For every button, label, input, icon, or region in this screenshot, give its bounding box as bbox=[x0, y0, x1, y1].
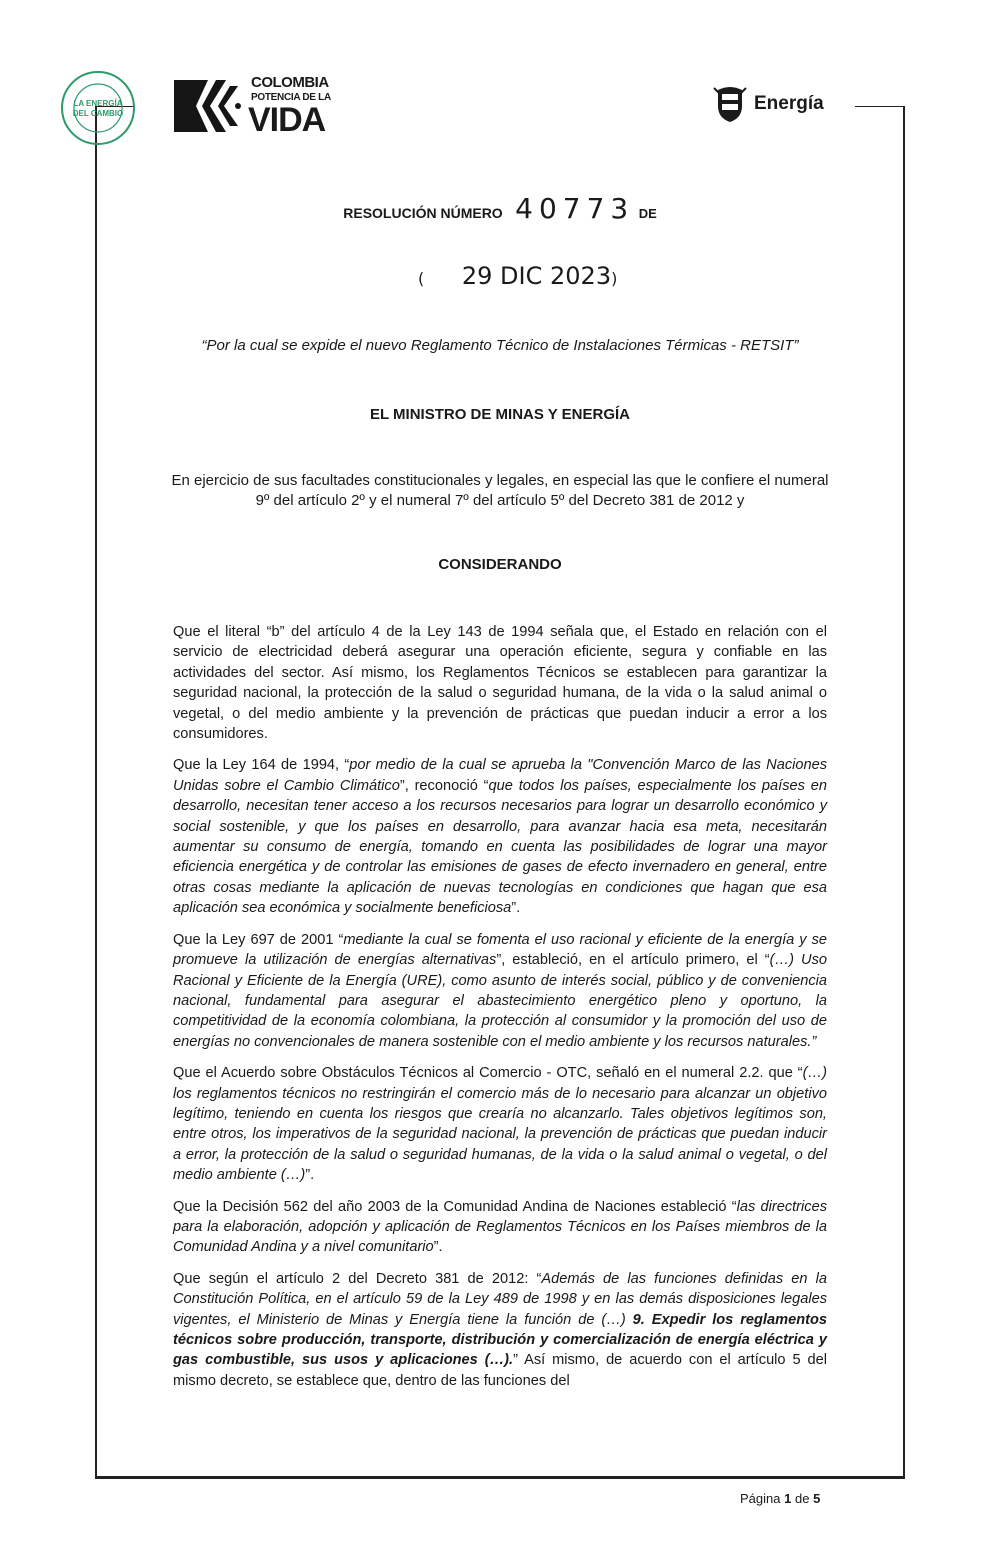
coat-of-arms-icon bbox=[712, 84, 748, 124]
p6-text-a: Que según el artículo 2 del Decreto 381 de 2012: “ bbox=[173, 1270, 542, 1287]
svg-text:DEL CAMBIO: DEL CAMBIO bbox=[72, 109, 124, 118]
p2-quote-a: por medio de la cual se aprueba la "Convención Marco de las Naciones Unidas sobre el Cambio Climático bbox=[173, 757, 828, 794]
p3-quote-b: (…) Uso Racional y Eficiente de la Energía (URE), como asunto de interés social, público y de conveniencia nacional, fundamental para asegurar el abastecimiento energético pleno y oportuno, la competitividad de la economía colombiana, la protección al consumidor y la promoción del uso de energías no convencionales de manera sostenible con el medio ambiente y los recursos naturales.” bbox=[173, 952, 828, 1050]
p5-text-b: ”. bbox=[433, 1239, 443, 1256]
logo-line-vida: VIDA bbox=[248, 101, 326, 139]
preamble-text: En ejercicio de sus facultades constitucionales y legales, en especial las que le confiere el numeral 9º del artículo 2º y el numeral 7º del artículo 5º del Decreto 381 de 2012 y bbox=[171, 472, 829, 509]
p4-quote: (…) los reglamentos técnicos no restringirán el comercio más de lo necesario para alcanzar un objetivo legítimo, teniendo en cuenta los riesgos que crearía no alcanzarlo. Tales objetivos legítimos son, entre otros, los imperativos de la seguridad nacional, la prevención de prácticas que puedan inducir a error, la protección de la salud o seguridad humanas, de la vida o la salud animal o vegetal, o del medio ambiente (…) bbox=[173, 1065, 827, 1184]
p5-text-a: Que la Decisión 562 del año 2003 de la Comunidad Andina de Naciones estableció “ bbox=[173, 1198, 737, 1215]
frame-left-line bbox=[95, 106, 97, 1478]
document-body bbox=[173, 622, 827, 1402]
p6-quote: Además de las funciones definidas en la Constitución Política, en el artículo 59 de la Ley 489 de 1998 y en las demás disposiciones legales vigentes, el Ministerio de Minas y Energía tiene la función de (…) bbox=[173, 1270, 827, 1328]
resolution-heading bbox=[0, 192, 1000, 225]
p2-quote-b: que todos los países, especialmente los países en desarrollo, necesitan tener acceso a los recursos necesarios para lograr un desarrollo económico y social sostenible, y que los países en desarrollo, para avanzar hacia esa meta, necesitarán aumentar su consumo de energía, tomando en cuenta las posibilidades de lograr una mayor eficiencia energética y de controlar las emisiones de gases de efecto invernadero en general, entre otras cosas mediante la aplicación de nuevas tecnologías en condiciones que hagan que esa aplicación sea económica y socialmente beneficiosa bbox=[173, 777, 827, 917]
considerando-heading: CONSIDERANDO bbox=[438, 556, 562, 573]
p4-text-a: Que el Acuerdo sobre Obstáculos Técnicos al Comercio - OTC, señaló en el numeral 2.2. que “ bbox=[173, 1065, 803, 1082]
svg-text:LA ENERGÍA: LA ENERGÍA bbox=[73, 99, 123, 108]
page-label: Página bbox=[740, 1491, 781, 1506]
minister-title: EL MINISTRO DE MINAS Y ENERGÍA bbox=[369, 406, 631, 423]
energy-seal-stamp bbox=[58, 68, 138, 148]
logo-line-colombia: COLOMBIA bbox=[251, 74, 329, 91]
ministry-label: Energía bbox=[754, 93, 824, 114]
resolution-suffix: DE bbox=[638, 206, 657, 221]
paragraph-3 bbox=[173, 930, 827, 1052]
resolution-date bbox=[418, 262, 617, 290]
frame-bottom-line bbox=[95, 1476, 905, 1479]
page-of-label: de bbox=[794, 1491, 810, 1506]
paragraph-2 bbox=[173, 755, 827, 918]
p3-quote-a: mediante la cual se fomenta el uso racional y eficiente de la energía y se promueve la utilización de energías alternativas bbox=[173, 931, 827, 969]
frame-right-line bbox=[903, 106, 905, 1478]
page-total: 5 bbox=[813, 1491, 821, 1506]
paragraph-6 bbox=[173, 1269, 827, 1391]
p3-text-b: ”, estableció, en el artículo primero, el “ bbox=[496, 952, 770, 969]
p6-quote-bold: 9. Expedir los reglamentos técnicos sobre producción, transporte, distribución y comercialización de energía eléctrica y gas combustible, sus usos y aplicaciones (…). bbox=[173, 1311, 827, 1369]
p3-text-a: Que la Ley 697 de 2001 “ bbox=[173, 931, 344, 948]
paragraph-5 bbox=[173, 1197, 827, 1258]
colombia-logo-mark-icon bbox=[174, 74, 244, 138]
p2-text-c: ”. bbox=[511, 900, 521, 917]
p2-text-a: Que la Ley 164 de 1994, “ bbox=[173, 757, 350, 774]
resolution-number: 40773 bbox=[515, 192, 635, 225]
paragraph-4 bbox=[173, 1063, 827, 1185]
p5-quote: las directrices para la elaboración, adopción y aplicación de Reglamentos Técnicos en los Países miembros de la Comunidad Andina y a nivel comunitario bbox=[173, 1198, 827, 1256]
date-open-paren: ( bbox=[418, 269, 425, 288]
page-footer bbox=[740, 1491, 820, 1506]
date-value: 29 DIC 2023 bbox=[461, 262, 612, 290]
page-number: 1 bbox=[784, 1491, 792, 1506]
ministry-energia-logo bbox=[712, 84, 824, 124]
p6-text-b: ” Así mismo, de acuerdo con el artículo 5 del mismo decreto, se establece que, dentro de las funciones del bbox=[173, 1352, 828, 1389]
logo-line-potencia: POTENCIA DE LA bbox=[251, 92, 331, 103]
p2-text-b: ”, reconoció “ bbox=[399, 777, 489, 794]
colombia-potencia-vida-logo bbox=[174, 74, 349, 140]
date-close-paren: ) bbox=[611, 269, 618, 288]
resolution-label: RESOLUCIÓN NÚMERO bbox=[343, 205, 503, 221]
resolution-subject: “Por la cual se expide el nuevo Reglamento Técnico de Instalaciones Térmicas - RETSIT” bbox=[201, 337, 799, 354]
p4-text-b: ”. bbox=[305, 1167, 315, 1184]
paragraph-1: Que el literal “b” del artículo 4 de la Ley 143 de 1994 señala que, el Estado en relación con el servicio de electricidad deberá asegurar una operación eficiente, segura y confiable en las actividades del sector. Así mismo, los Reglamentos Técnicos se establecen para garantizar la seguridad nacional, la protección de la salud o seguridad humana, de la vida o la salud animal o vegetal, o del medio ambiente y la prevención de prácticas que puedan inducir a error a los consumidores. bbox=[173, 624, 827, 743]
